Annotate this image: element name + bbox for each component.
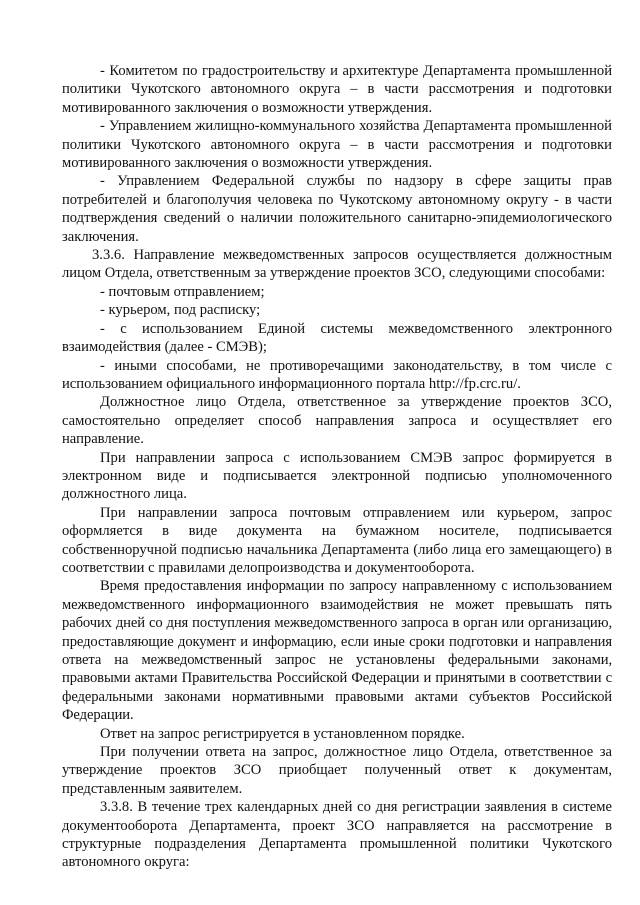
list-item-other-methods: - иными способами, не противоречащими законодательству, в том числе с использованием официального информационного портала http://fp.crc.ru/. (62, 357, 612, 392)
paragraph-committee-urban-planning: - Комитетом по градостроительству и архитектуре Департамента промышленной политики Чукотского автономного округа – в части рассмотрения и подготовки мотивированного заключения о возможности утверждения. (62, 63, 612, 116)
paragraph-3-3-8: 3.3.8. В течение трех календарных дней со дня регистрации заявления в системе документооборота Департамента, проект ЗСО направляется на рассмотрение в структурные подразделения Департамента промышленной политики Чукотского автономного округа: (62, 799, 612, 871)
list-item-postal: - почтовым отправлением; (100, 283, 265, 300)
paragraph-3-3-6: 3.3.6. Направление межведомственных запросов осуществляется должностным лицом Отдела, ответственным за утверждение проектов ЗСО, следующими способами: (62, 247, 612, 282)
paragraph-smev-request: При направлении запроса с использованием СМЭВ запрос формируется в электронном виде и подписывается электронной подписью уполномоченного должностного лица. (62, 449, 612, 503)
paragraph-response-attached: При получении ответа на запрос, должностное лицо Отдела, ответственное за утверждение проектов ЗСО приобщает полученный ответ к документам, представленным заявителем. (62, 744, 612, 797)
list-item-smev: - с использованием Единой системы межведомственного электронного взаимодействия (далее - СМЭВ); (62, 320, 612, 356)
paragraph-housing-communal-department: - Управлением жилищно-коммунального хозяйства Департамента промышленной политики Чукотского автономного округа – в части рассмотрения и подготовки мотивированного заключения о возможности утверждения. (62, 118, 612, 172)
paragraph-postal-request: При направлении запроса почтовым отправлением или курьером, запрос оформляется в виде документа на бумажном носителе, подписывается собственноручной подписью начальника Департамента (либо лица его замещающего) в соответствии с правилами делопроизводства и документооборота. (62, 504, 612, 576)
list-item-courier: - курьером, под расписку; (100, 302, 261, 319)
paragraph-response-time: Время предоставления информации по запросу направленному с использованием межведомственного информационного взаимодействия не может превышать пять рабочих дней со дня поступления межведомственного запроса в орган или организацию, предоставляющие документ и информацию, если иные сроки подготовки и направления ответа на межведомственный запрос не установлены федеральными законами, правовыми актами Правительства Российской Федерации и принятыми в соответствии с федеральными законами нормативными правовыми актами субъектов Российской Федерации. (62, 578, 612, 724)
paragraph-response-registered: Ответ на запрос регистрируется в установленном порядке. (100, 725, 465, 742)
paragraph-official-determines-method: Должностное лицо Отдела, ответственное за утверждение проектов ЗСО, самостоятельно определяет способ направления запроса и осуществляет его направление. (62, 394, 612, 448)
paragraph-federal-service: - Управлением Федеральной службы по надзору в сфере защиты прав потребителей и благополучия человека по Чукотскому автономному округу - в части подтверждения сведений о наличии положительного санитарно-эпидемиологического заключения. (62, 173, 612, 245)
